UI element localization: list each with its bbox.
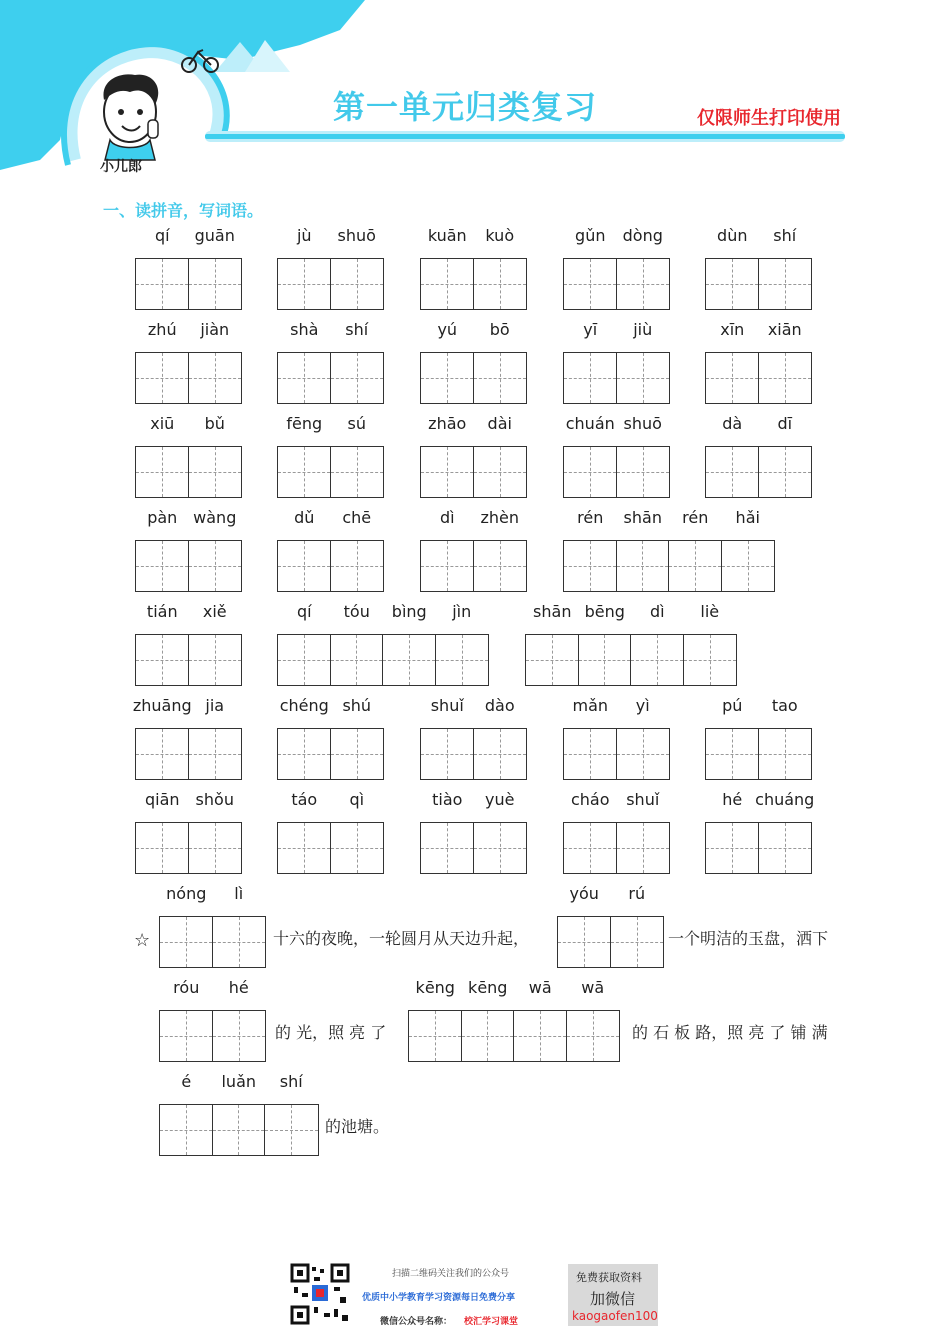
pinyin-syllable: dà: [722, 414, 743, 433]
pinyin-syllable: zhèn: [480, 508, 520, 527]
writing-cell[interactable]: [189, 259, 242, 309]
writing-cell[interactable]: [579, 635, 632, 685]
pinyin-syllable: chē: [342, 508, 372, 527]
writing-cell[interactable]: [421, 447, 474, 497]
pinyin-syllable: guān: [194, 226, 235, 245]
writing-cell[interactable]: [474, 541, 527, 591]
passage-blank1-grid[interactable]: [159, 916, 266, 968]
writing-cell[interactable]: [564, 823, 617, 873]
writing-cell[interactable]: [331, 259, 384, 309]
pinyin-syllable: wā: [528, 978, 552, 997]
pinyin-syllable: wā: [581, 978, 605, 997]
writing-cell[interactable]: [462, 1011, 515, 1061]
writing-cell[interactable]: [564, 259, 617, 309]
word-7-4-grid[interactable]: [563, 822, 670, 874]
pinyin-syllable: zhú: [147, 320, 177, 339]
word-2-5-grid[interactable]: [705, 352, 812, 404]
word-3-4-grid[interactable]: [563, 446, 670, 498]
pinyin-syllable: jìn: [452, 602, 472, 621]
pinyin-syllable: dùn: [717, 226, 748, 245]
pinyin-syllable: tiào: [432, 790, 463, 809]
writing-cell[interactable]: [189, 823, 242, 873]
writing-cell[interactable]: [421, 259, 474, 309]
writing-cell[interactable]: [558, 917, 611, 967]
writing-cell[interactable]: [759, 259, 812, 309]
pinyin-syllable: dài: [487, 414, 512, 433]
pinyin-syllable: dǔ: [294, 508, 315, 527]
pinyin-syllable: rén: [682, 508, 709, 527]
pinyin-syllable: xiū: [150, 414, 175, 433]
writing-cell[interactable]: [617, 447, 670, 497]
writing-cell[interactable]: [706, 259, 759, 309]
pinyin-syllable: chuán: [565, 414, 615, 433]
pinyin-syllable: shí: [345, 320, 369, 339]
writing-cell[interactable]: [706, 823, 759, 873]
writing-cell[interactable]: [136, 729, 189, 779]
pinyin-syllable: xiān: [767, 320, 802, 339]
free-label: 免费获取资料: [576, 1271, 642, 1284]
writing-cell[interactable]: [278, 823, 331, 873]
page-title: 第一单元归类复习: [333, 88, 598, 126]
writing-cell[interactable]: [706, 729, 759, 779]
pinyin-syllable: dòng: [622, 226, 663, 245]
pinyin-syllable: xiě: [202, 602, 227, 621]
pinyin-syllable: bō: [489, 320, 510, 339]
pinyin-syllable: wàng: [193, 508, 237, 527]
word-6-4-grid[interactable]: [563, 728, 670, 780]
pinyin-syllable: qì: [349, 790, 365, 809]
writing-cell[interactable]: [669, 541, 722, 591]
writing-cell[interactable]: [331, 541, 384, 591]
writing-cell[interactable]: [474, 729, 527, 779]
writing-cell[interactable]: [759, 353, 812, 403]
writing-cell[interactable]: [421, 353, 474, 403]
pinyin-syllable: kēng: [415, 978, 455, 997]
writing-cell[interactable]: [617, 823, 670, 873]
writing-cell[interactable]: [331, 823, 384, 873]
pinyin-syllable: lì: [234, 884, 244, 903]
add-wechat-label: 加微信: [590, 1290, 636, 1308]
pinyin-syllable: qí: [296, 602, 312, 621]
pinyin-syllable: tián: [146, 602, 178, 621]
section-title: 一、读拼音，写词语。: [103, 201, 264, 220]
pinyin-syllable: hé: [722, 790, 743, 809]
word-1-5-grid[interactable]: [705, 258, 812, 310]
passage-text-3: 的 光，照 亮 了: [275, 1023, 387, 1042]
passage-text-4: 的 石 板 路，照 亮 了 铺 满: [632, 1023, 828, 1042]
writing-cell[interactable]: [526, 635, 579, 685]
pinyin-syllable: shú: [342, 696, 372, 715]
pinyin-syllable: hé: [228, 978, 249, 997]
writing-cell[interactable]: [189, 541, 242, 591]
writing-cell[interactable]: [564, 353, 617, 403]
pinyin-syllable: hǎi: [735, 508, 760, 527]
writing-cell[interactable]: [564, 541, 617, 591]
word-1-4-grid[interactable]: [563, 258, 670, 310]
pinyin-syllable: chuáng: [755, 790, 815, 809]
writing-cell[interactable]: [278, 635, 331, 685]
writing-cell[interactable]: [474, 353, 527, 403]
word-2-4-grid[interactable]: [563, 352, 670, 404]
writing-cell[interactable]: [564, 447, 617, 497]
writing-cell[interactable]: [684, 635, 737, 685]
passage-blank4-grid[interactable]: [408, 1010, 620, 1062]
writing-cell[interactable]: [278, 729, 331, 779]
pinyin-syllable: dī: [777, 414, 793, 433]
writing-cell[interactable]: [136, 541, 189, 591]
pinyin-syllable: shí: [279, 1072, 303, 1091]
pinyin-syllable: bìng: [391, 602, 427, 621]
pinyin-syllable: yú: [437, 320, 458, 339]
word-3-1-grid[interactable]: [135, 446, 242, 498]
writing-cell[interactable]: [189, 353, 242, 403]
qr-code-icon: [290, 1263, 350, 1325]
word-6-2-grid[interactable]: [277, 728, 384, 780]
word-7-2-grid[interactable]: [277, 822, 384, 874]
writing-cell[interactable]: [160, 917, 213, 967]
word-2-1-grid[interactable]: [135, 352, 242, 404]
pinyin-syllable: jiù: [633, 320, 653, 339]
writing-cell[interactable]: [759, 447, 812, 497]
writing-cell[interactable]: [331, 353, 384, 403]
footer-scan-text: 扫描二维码关注我们的公众号: [392, 1269, 510, 1279]
writing-cell[interactable]: [160, 1105, 213, 1155]
word-6-1-grid[interactable]: [135, 728, 242, 780]
pinyin-syllable: pàn: [147, 508, 178, 527]
writing-cell[interactable]: [421, 729, 474, 779]
pinyin-syllable: tao: [771, 696, 798, 715]
pinyin-syllable: fēng: [286, 414, 323, 433]
pinyin-syllable: tóu: [343, 602, 370, 621]
writing-cell[interactable]: [331, 635, 384, 685]
writing-cell[interactable]: [213, 917, 266, 967]
pinyin-syllable: shuǐ: [430, 696, 464, 715]
pinyin-syllable: yuè: [485, 790, 515, 809]
writing-cell[interactable]: [421, 823, 474, 873]
print-note: 仅限师生打印使用: [697, 108, 841, 129]
writing-cell[interactable]: [189, 635, 242, 685]
pinyin-syllable: gǔn: [575, 226, 606, 245]
pinyin-syllable: yóu: [569, 884, 599, 903]
footer-slogan: 优质中小学教育学习资源每日免费分享: [362, 1293, 516, 1303]
pinyin-syllable: shuō: [337, 226, 376, 245]
pinyin-syllable: kēng: [468, 978, 508, 997]
pinyin-syllable: dào: [484, 696, 515, 715]
mascot-boy-icon: [103, 74, 158, 160]
pinyin-syllable: yī: [583, 320, 598, 339]
word-4-1-grid[interactable]: [135, 540, 242, 592]
word-2-2-grid[interactable]: [277, 352, 384, 404]
writing-cell[interactable]: [759, 729, 812, 779]
writing-cell[interactable]: [278, 447, 331, 497]
writing-cell[interactable]: [278, 353, 331, 403]
writing-cell[interactable]: [383, 635, 436, 685]
writing-cell[interactable]: [265, 1105, 318, 1155]
pinyin-syllable: luǎn: [221, 1072, 257, 1091]
word-3-3-grid[interactable]: [420, 446, 527, 498]
pinyin-syllable: qiān: [144, 790, 180, 809]
word-4-4-grid[interactable]: [563, 540, 775, 592]
word-1-2-grid[interactable]: [277, 258, 384, 310]
pinyin-syllable: kuān: [427, 226, 467, 245]
pinyin-syllable: jia: [205, 696, 225, 715]
pinyin-syllable: pú: [722, 696, 743, 715]
writing-cell[interactable]: [136, 447, 189, 497]
passage-blank2-grid[interactable]: [557, 916, 664, 968]
pinyin-syllable: shí: [773, 226, 797, 245]
word-7-5-grid[interactable]: [705, 822, 812, 874]
writing-cell[interactable]: [331, 729, 384, 779]
pinyin-syllable: zhāo: [428, 414, 467, 433]
word-3-2-grid[interactable]: [277, 446, 384, 498]
pinyin-syllable: liè: [700, 602, 720, 621]
pinyin-syllable: zhuāng: [132, 696, 192, 715]
writing-cell[interactable]: [409, 1011, 462, 1061]
pinyin-syllable: chéng: [279, 696, 329, 715]
star-icon: ☆: [134, 930, 151, 951]
writing-cell[interactable]: [617, 729, 670, 779]
pinyin-syllable: shǒu: [195, 790, 234, 809]
word-1-1-grid[interactable]: [135, 258, 242, 310]
word-6-3-grid[interactable]: [420, 728, 527, 780]
passage-text-5: 的池塘。: [325, 1117, 390, 1136]
pinyin-syllable: xīn: [720, 320, 745, 339]
writing-cell[interactable]: [706, 447, 759, 497]
pinyin-syllable: shuō: [623, 414, 662, 433]
pinyin-syllable: nóng: [166, 884, 207, 903]
pinyin-syllable: dì: [439, 508, 455, 527]
passage-text-1: 十六的夜晚，一轮圆月从天边升起，: [273, 929, 530, 948]
pinyin-syllable: yì: [635, 696, 650, 715]
wechat-id: kaogaofen100: [572, 1309, 658, 1323]
writing-cell[interactable]: [160, 1011, 213, 1061]
writing-cell[interactable]: [564, 729, 617, 779]
writing-cell[interactable]: [617, 541, 670, 591]
footer-account-name: 校汇学习课堂: [464, 1317, 519, 1327]
writing-cell[interactable]: [436, 635, 489, 685]
pinyin-syllable: cháo: [570, 790, 610, 809]
writing-cell[interactable]: [189, 729, 242, 779]
pinyin-syllable: táo: [291, 790, 318, 809]
writing-cell[interactable]: [611, 917, 664, 967]
word-1-3-grid[interactable]: [420, 258, 527, 310]
word-5-1-grid[interactable]: [135, 634, 242, 686]
passage-blank3-grid[interactable]: [159, 1010, 266, 1062]
writing-cell[interactable]: [474, 823, 527, 873]
word-7-3-grid[interactable]: [420, 822, 527, 874]
passage-blank5-grid[interactable]: [159, 1104, 319, 1156]
pinyin-syllable: é: [181, 1072, 192, 1091]
word-4-3-grid[interactable]: [420, 540, 527, 592]
writing-cell[interactable]: [189, 447, 242, 497]
word-7-1-grid[interactable]: [135, 822, 242, 874]
writing-cell[interactable]: [706, 353, 759, 403]
writing-cell[interactable]: [474, 447, 527, 497]
pinyin-syllable: shān: [533, 602, 572, 621]
wechat-box: [568, 1264, 658, 1326]
pinyin-syllable: bēng: [584, 602, 625, 621]
pinyin-syllable: qí: [154, 226, 170, 245]
pinyin-syllable: rén: [577, 508, 604, 527]
writing-cell[interactable]: [631, 635, 684, 685]
pinyin-syllable: shān: [623, 508, 662, 527]
writing-cell[interactable]: [567, 1011, 620, 1061]
pinyin-syllable: rú: [628, 884, 646, 903]
writing-cell[interactable]: [136, 353, 189, 403]
pinyin-syllable: shà: [290, 320, 319, 339]
writing-cell[interactable]: [136, 635, 189, 685]
word-3-5-grid[interactable]: [705, 446, 812, 498]
writing-cell[interactable]: [331, 447, 384, 497]
writing-cell[interactable]: [278, 259, 331, 309]
writing-cell[interactable]: [421, 541, 474, 591]
writing-cell[interactable]: [514, 1011, 567, 1061]
pinyin-syllable: bǔ: [204, 414, 225, 433]
writing-cell[interactable]: [136, 823, 189, 873]
pinyin-syllable: shuǐ: [626, 790, 660, 809]
pinyin-syllable: jiàn: [200, 320, 230, 339]
pinyin-syllable: jù: [296, 226, 312, 245]
writing-cell[interactable]: [617, 353, 670, 403]
writing-cell[interactable]: [617, 259, 670, 309]
word-4-2-grid[interactable]: [277, 540, 384, 592]
writing-cell[interactable]: [474, 259, 527, 309]
word-6-5-grid[interactable]: [705, 728, 812, 780]
writing-cell[interactable]: [136, 259, 189, 309]
writing-cell[interactable]: [278, 541, 331, 591]
passage-text-2: 一个明洁的玉盘，洒下: [668, 929, 829, 948]
word-5-2-grid[interactable]: [277, 634, 489, 686]
mascot-name: 小儿郎: [100, 159, 142, 175]
writing-cell[interactable]: [722, 541, 775, 591]
word-5-3-grid[interactable]: [525, 634, 737, 686]
footer-account-label: 微信公众号名称：: [380, 1317, 453, 1327]
pinyin-syllable: róu: [173, 978, 200, 997]
writing-cell[interactable]: [213, 1105, 266, 1155]
pinyin-syllable: kuò: [485, 226, 515, 245]
pinyin-syllable: mǎn: [572, 696, 609, 715]
pinyin-syllable: sú: [347, 414, 366, 433]
writing-cell[interactable]: [213, 1011, 266, 1061]
word-2-3-grid[interactable]: [420, 352, 527, 404]
writing-cell[interactable]: [759, 823, 812, 873]
pinyin-syllable: dì: [649, 602, 665, 621]
